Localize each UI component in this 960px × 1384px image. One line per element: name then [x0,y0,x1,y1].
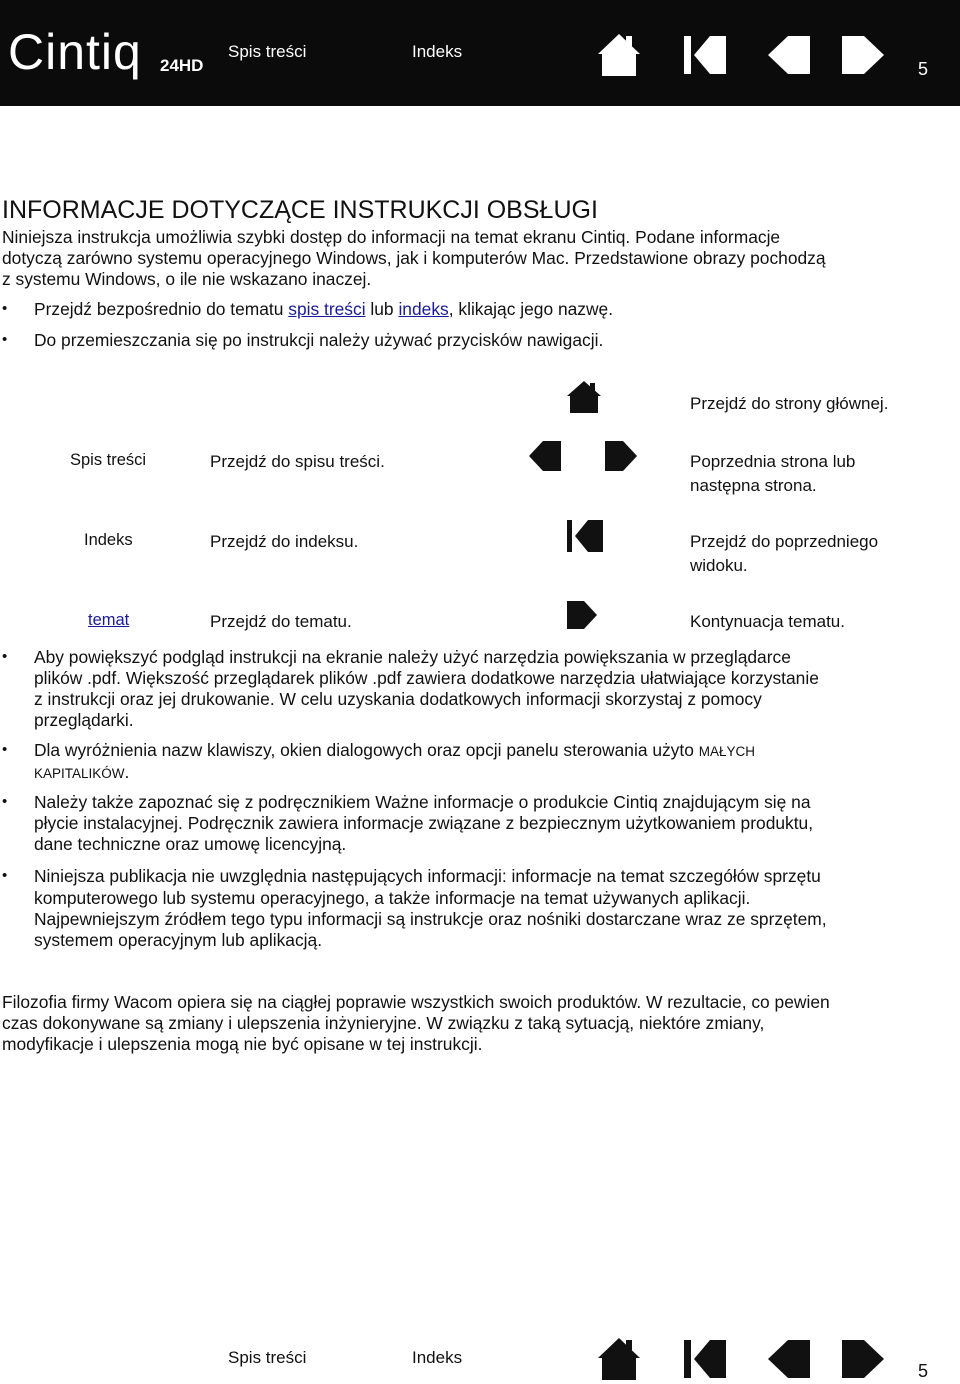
bullet-marker: • [2,331,8,348]
legend-topic-desc: Przejdź do tematu. [210,612,352,631]
legend-topic-key[interactable]: temat [88,611,130,629]
bullet-scope-line-3: Najpewniejszym źródłem tego typu informacji są instrukcje oraz nośniki dostarczane wraz ze sprzętem, [34,909,827,929]
previous-page-icon [528,440,562,472]
header-toc-link[interactable]: Spis treści [228,42,307,61]
bullet-navigation-buttons: Do przemieszczania się po instrukcji należy używać przycisków nawigacji. [34,330,604,350]
bullet-small-caps-line-1: Dla wyróżnienia nazw klawiszy, okien dialogowych oraz opcji panelu sterowania użyto MAŁYCH [34,740,755,760]
bullet-small-caps-line-2: KAPITALIKÓW. [34,762,130,782]
toc-link[interactable]: spis treści [288,299,366,319]
bullet-marker: • [2,867,8,884]
logo-text: Cintiq [8,24,142,80]
closing-line-3: modyfikacje i ulepszenia mogą nie być opisane w tej instrukcji. [2,1034,483,1054]
legend-prevnext-desc-2: następna strona. [690,476,817,495]
home-icon [566,380,602,414]
bullet-direct-navigation: Przejdź bezpośrednio do tematu spis treści lub indeks, klikając jego nazwę. [34,299,614,319]
bullet-zoom-line-4: przeglądarki. [34,710,134,730]
continue-topic-icon [566,600,598,630]
bullet-manual-line-2: płycie instalacyjnej. Podręcznik zawiera informacje związane z bezpiecznym użytkowaniem produktu, [34,813,814,833]
top-navigation-bar [0,0,960,106]
page-title: INFORMACJE DOTYCZĄCE INSTRUKCJI OBSŁUGI [2,196,598,224]
next-page-icon [604,440,638,472]
bullet-manual-line-3: dane techniczne oraz umowę licencyjną. [34,834,347,854]
bullet-marker: • [2,793,8,810]
first-page-icon[interactable] [682,32,728,78]
footer-page-number: 5 [917,1361,928,1381]
next-page-icon[interactable] [840,1336,886,1382]
previous-page-icon[interactable] [766,1336,812,1382]
legend-index-desc: Przejdź do indeksu. [210,532,359,551]
bullet-zoom-line-3: z instrukcji oraz jej drukowanie. W celu uzyskania dodatkowych informacji skorzystaj z pomocy [34,689,762,709]
bullet-scope-line-2: komputerowego lub systemu operacyjnego, a także informacje na temat używanych aplikacji. [34,888,751,908]
bullet-zoom-line-2: plików .pdf. Większość przeglądarek plików .pdf zawiera dodatkowe narzędzia ułatwiające korzystanie [34,668,819,688]
index-link[interactable]: indeks [398,299,449,319]
home-icon[interactable] [596,32,642,78]
previous-page-icon[interactable] [766,32,812,78]
legend-index-key: Indeks [84,531,133,549]
header-page-number: 5 [917,59,928,79]
legend-toc-key: Spis treści [70,451,147,469]
home-icon[interactable] [596,1336,642,1382]
intro-line-1: Niniejsza instrukcja umożliwia szybki dostęp do informacji na temat ekranu Cintiq. Podane informacje [2,227,781,247]
bullet-manual-line-1: Należy także zapoznać się z podręcznikiem Ważne informacje o produkcie Cintiq znajdującym się na [34,792,811,812]
legend-continue-desc: Kontynuacja tematu. [690,612,845,631]
footer-toc-link[interactable]: Spis treści [228,1348,307,1367]
bullet-marker: • [2,648,8,665]
legend-prevnext-desc-1: Poprzednia strona lub [690,452,856,471]
first-page-icon[interactable] [682,1336,728,1382]
closing-line-1: Filozofia firmy Wacom opiera się na ciągłej poprawie wszystkich swoich produktów. W rezultacie, co pewien [2,992,830,1012]
bullet-scope-line-1: Niniejsza publikacja nie uwzględnia następujących informacji: informacje na temat szczegółów sprzętu [34,866,821,886]
legend-home-desc: Przejdź do strony głównej. [690,394,889,413]
bullet-zoom-line-1: Aby powiększyć podgląd instrukcji na ekranie należy użyć narzędzia powiększania w przeglądarce [34,647,791,667]
legend-back-desc-1: Przejdź do poprzedniego [690,532,879,551]
header-index-link[interactable]: Indeks [412,42,463,61]
bullet-scope-line-4: systemem operacyjnym lub aplikacją. [34,930,323,950]
legend-back-desc-2: widoku. [690,556,748,575]
cintiq-logo [8,22,203,84]
intro-line-2: dotyczą zarówno systemu operacyjnego Windows, jak i komputerów Mac. Przedstawione obrazy pochodzą [2,248,826,268]
bullet-marker: • [2,741,8,758]
next-page-icon[interactable] [840,32,886,78]
legend-toc-desc: Przejdź do spisu treści. [210,452,385,471]
bullet-marker: • [2,300,8,317]
back-view-icon [566,518,604,554]
logo-model: 24HD [160,56,204,75]
footer-index-link[interactable]: Indeks [412,1348,463,1367]
closing-line-2: czas dokonywane są zmiany i ulepszenia inżynieryjne. W związku z taką sytuacją, niektóre zmiany, [2,1013,765,1033]
intro-line-3: z systemu Windows, o ile nie wskazano inaczej. [2,269,372,289]
